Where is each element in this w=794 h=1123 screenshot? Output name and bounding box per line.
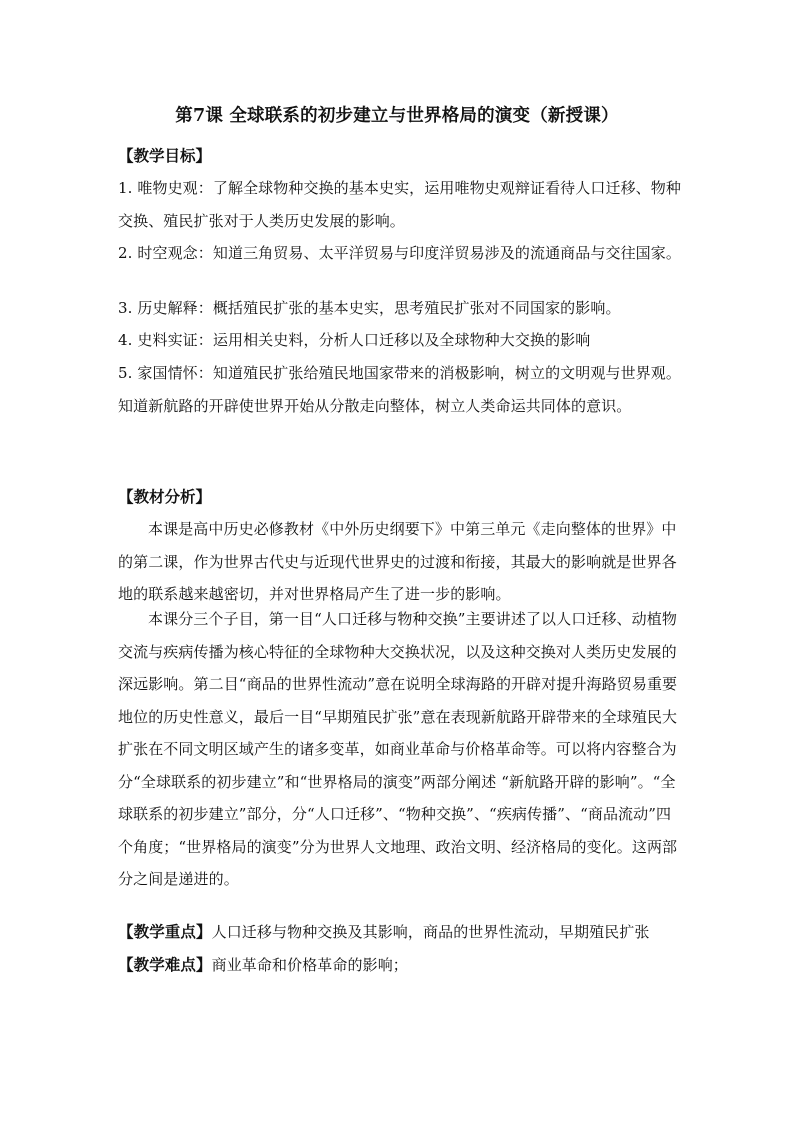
objectives-heading: 【教学目标】: [118, 146, 212, 165]
objective-item-3: 3. 历史解释：概括殖民扩张的基本史实，思考殖民扩张对不同国家的影响。: [118, 299, 621, 317]
objective-item-2: 2. 时空观念：知道三角贸易、太平洋贸易与印度洋贸易涉及的流通商品与交往国家。: [118, 244, 681, 262]
analysis-paragraph-2: 本课分三个子目，第一目“人口迁移与物种交换”主要讲述了以人口迁移、动植物交流与疾病传播为核心特征的全球物种大交换状况，以及这种交换对人类历史发展的深远影响。第二目“商品的世界性流动”意在说明全球海路的开辟对提升海路贸易重要地位的历史性意义，最后一目“早期殖民扩张”意在表现新航路开辟带来的全球殖民大扩张在不同文明区域产生的诸多变革，如商业革命与价格革命等。可以将内容整合为分“全球联系的初步建立”和“世界格局的演变”两部分阐述 “新航路开辟的影响”。“全球联系的初步建立”部分，分“人口迁移”、“物种交换”、“疾病传播”、“商品流动”四个角度；“世界格局的演变”分为世界人文地理、政治文明、经济格局的变化。这两部分之间是递进的。: [118, 610, 678, 888]
document-title: 第7课 全球联系的初步建立与世界格局的演变（新授课）: [175, 106, 619, 126]
objective-item-1: 1. 唯物史观：了解全球物种交换的基本史实，运用唯物史观辩证看待人口迁移、物种交换、殖民扩张对于人类历史发展的影响。: [118, 179, 681, 230]
key-points-heading: 【教学重点】: [118, 922, 212, 941]
objective-item-5: 5. 家国情怀：知道殖民扩张给殖民地国家带来的消极影响，树立的文明观与世界观。知道新航路的开辟使世界开始从分散走向整体，树立人类命运共同体的意识。: [118, 364, 681, 415]
difficult-points-text: 商业革命和价格革命的影响；: [211, 956, 408, 974]
analysis-paragraph-1: 本课是高中历史必修教材《中外历史纲要下》中第三单元《走向整体的世界》中的第二课，作为世界古代史与近现代世界史的过渡和衔接，其最大的影响就是世界各地的联系越来越密切，并对世界格局产生了进一步的影响。: [118, 520, 677, 603]
key-points-text: 人口迁移与物种交换及其影响，商品的世界性流动，早期殖民扩张: [211, 923, 650, 941]
difficult-points-line: [118, 949, 686, 982]
difficult-points-heading: 【教学难点】: [118, 955, 212, 974]
objective-item-4: 4. 史料实证：运用相关史料，分析人口迁移以及全球物种大交换的影响: [118, 331, 591, 349]
key-points-line: [118, 916, 686, 949]
analysis-heading: 【教材分析】: [118, 487, 212, 506]
